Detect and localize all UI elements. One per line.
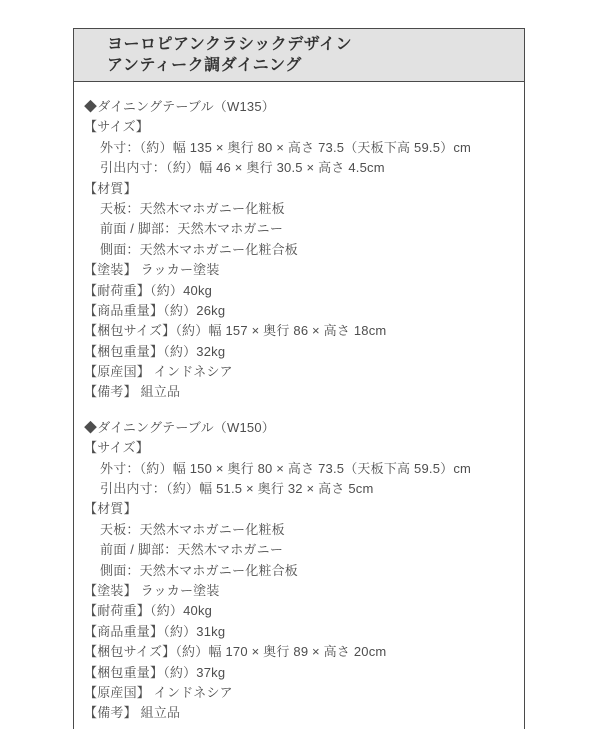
spec-line-drawer-dimensions: 引出内寸：（約）幅 46 × 奥行 30.5 × 高さ 4.5cm <box>100 160 385 176</box>
section-title-w150: ◆ダイニングテーブル（W150） <box>84 419 275 435</box>
spec-line-material-front-legs: 前面 / 脚部：天然木マホガニー <box>100 221 284 237</box>
spec-line-notes: 【備考】 組立品 <box>84 705 181 721</box>
spec-line-product-weight: 【商品重量】（約）26kg <box>84 302 226 318</box>
document-header <box>74 29 524 82</box>
spec-line-finish: 【塗装】 ラッカー塗装 <box>84 262 220 278</box>
document-body <box>74 82 524 724</box>
spec-line-package-weight: 【梱包重量】（約）37kg <box>84 664 226 680</box>
spec-line-outer-dimensions: 外寸：（約）幅 135 × 奥行 80 × 高さ 73.5（天板下高 59.5）cm <box>100 139 472 155</box>
spec-line-size-heading: 【サイズ】 <box>84 119 149 135</box>
spec-line-material-side: 側面：天然木マホガニー化粧合板 <box>100 241 299 257</box>
spec-line-load-capacity: 【耐荷重】（約）40kg <box>84 282 213 298</box>
spec-line-material-side: 側面：天然木マホガニー化粧合板 <box>100 562 299 578</box>
spec-line-material-top: 天板：天然木マホガニー化粧板 <box>100 521 285 537</box>
spec-line-load-capacity: 【耐荷重】（約）40kg <box>84 603 213 619</box>
header-title-line1: ヨーロピアンクラシックデザイン <box>107 36 353 53</box>
spec-line-package-weight: 【梱包重量】（約）32kg <box>84 343 226 359</box>
header-title-line2: アンティーク調ダイニング <box>107 57 302 74</box>
spec-line-country-of-origin: 【原産国】 インドネシア <box>84 364 233 380</box>
spec-line-country-of-origin: 【原産国】 インドネシア <box>84 684 233 700</box>
spec-line-material-heading: 【材質】 <box>84 180 137 196</box>
product-spec-document <box>73 28 525 729</box>
spec-line-finish: 【塗装】 ラッカー塗装 <box>84 582 220 598</box>
spec-section-dining-table-w135 <box>84 97 512 403</box>
spec-line-notes: 【備考】 組立品 <box>84 384 181 400</box>
spec-line-package-size: 【梱包サイズ】（約）幅 170 × 奥行 89 × 高さ 20cm <box>84 644 387 660</box>
spec-line-drawer-dimensions: 引出内寸：（約）幅 51.5 × 奥行 32 × 高さ 5cm <box>100 481 374 497</box>
spec-section-dining-table-w150 <box>84 418 512 724</box>
spec-line-package-size: 【梱包サイズ】（約）幅 157 × 奥行 86 × 高さ 18cm <box>84 323 387 339</box>
spec-line-material-front-legs: 前面 / 脚部：天然木マホガニー <box>100 542 284 558</box>
section-title-w135: ◆ダイニングテーブル（W135） <box>84 99 275 114</box>
spec-line-size-heading: 【サイズ】 <box>84 440 149 456</box>
spec-line-material-top: 天板：天然木マホガニー化粧板 <box>100 200 285 216</box>
spec-line-material-heading: 【材質】 <box>84 501 137 517</box>
spec-line-product-weight: 【商品重量】（約）31kg <box>84 623 226 639</box>
spec-line-outer-dimensions: 外寸：（約）幅 150 × 奥行 80 × 高さ 73.5（天板下高 59.5）cm <box>100 460 472 476</box>
